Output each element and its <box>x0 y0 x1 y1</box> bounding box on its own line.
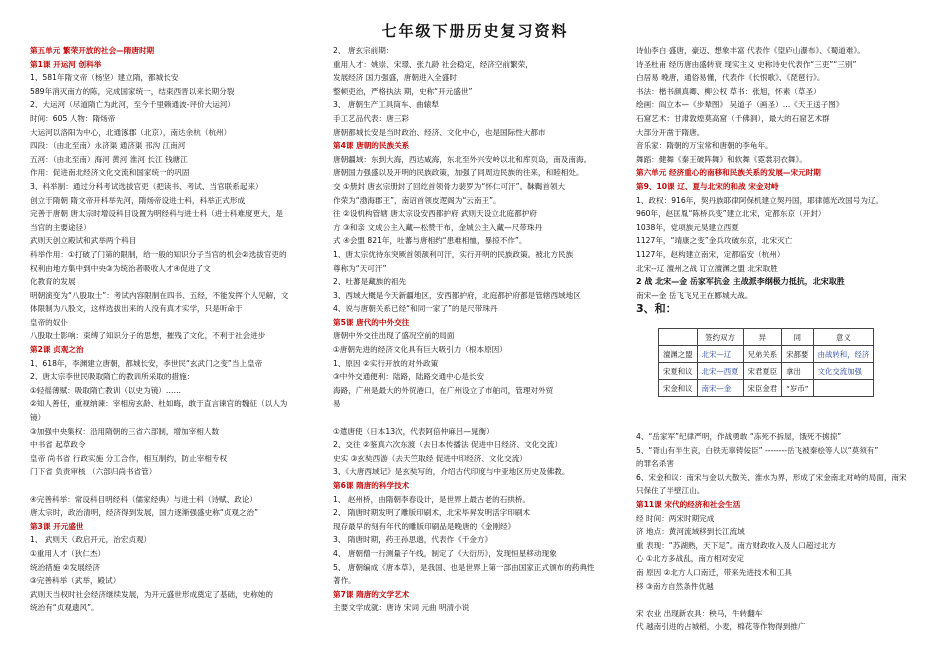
text-line: 白居易 晚唐，通俗易懂，代表作《长恨歌》、《琵琶行》。 <box>636 73 825 83</box>
text-line: 创立于隋朝 隋文帝开科举先河，隋炀帝设进士科，科举正式形成 <box>30 195 246 205</box>
text-line: 武则天当权时社会经济继续发展，为开元盛世形成奠定了基础，史称她的 <box>30 589 273 599</box>
text-line: 作用：促进南北经济文化交流和国家统一的巩固 <box>30 168 190 178</box>
text-line: 权利由地方集中到中央③为统治者吸收人才④促进了文 <box>30 263 211 273</box>
text-line: 唐朝中外交往出现了盛况空前的局面 <box>333 331 455 341</box>
text-line: 2、吐蕃是藏族的祖先 <box>333 277 407 287</box>
text-line: 3、 唐朝生产工具筒车、曲辕犁 <box>333 100 439 110</box>
table-cell <box>813 380 874 397</box>
text-line: ②知人善任，重视纳谏：宰相房玄龄、杜如晦，敢于直言谏官的魏征（以人为 <box>30 399 288 409</box>
text-line: 唐朝疆域：东到大海，西达咸海，东北至外兴安岭以北和库页岛，南及南海。 <box>333 154 592 164</box>
table-cell: 文化交流加强 <box>813 363 874 380</box>
text-line: 1、政权：916年，契丹族耶律阿保机建立契丹国，耶律德光改国号为辽。 <box>636 195 884 205</box>
text-line: 音乐家：隋朝的万宝常和唐朝的李龟年。 <box>636 141 773 151</box>
text-line: 2、大运河（尽道隋亡为此河，至今千里赖通波-评价大运河） <box>30 100 236 110</box>
text-line: 体限制为八股文，这样选拔出来的人没有真才实学，只是听命于 <box>30 304 243 314</box>
text-line: 唐朝国力强盛以及开明的民族政策，加强了同周边民族的往来，和睦相处。 <box>333 168 584 178</box>
text-line: 易 <box>333 399 341 409</box>
text-line: 重用人才：姚崇、宋璟、张九龄 社会稳定，经济空前繁荣， <box>333 59 533 69</box>
table-header: 签约双方 <box>697 329 743 346</box>
section-heading: 第1课 开运河 创科举 <box>30 59 102 69</box>
text-line: 统治有“贞观遗风”。 <box>30 603 99 613</box>
table-header: 同 <box>782 329 813 346</box>
text-line: 2 战 北宋—金 岳家军抗金 主战派李纲极力抵抗，北宋取胜 <box>636 277 845 287</box>
text-line: 心 ①北方多战乱，南方相对安定 <box>636 554 744 564</box>
table-row <box>659 363 874 380</box>
text-line: 宋 农业 出现新农具：秧马，牛转翻车 <box>636 608 763 618</box>
table-header <box>659 329 698 346</box>
text-line: 移 ③南方自然条件优越 <box>636 581 714 591</box>
text-line: 960年，赵匡胤“陈桥兵变”建立北宋，定都东京（开封） <box>636 209 826 219</box>
table-row <box>659 380 874 397</box>
text-line: 五河：（由北至南）海河 黄河 淮河 长江 钱塘江 <box>30 154 188 164</box>
text-line: 化教育的发展 <box>30 277 76 287</box>
text-line <box>636 593 936 607</box>
text-line: 手工艺品代表：唐三彩 <box>333 113 409 123</box>
section-heading: 第五单元 繁荣开放的社会—隋唐时期 <box>30 46 155 55</box>
text-line: 1、581年隋文帝（杨坚）建立隋，都城长安 <box>30 73 179 83</box>
text-line: 4、 唐朝僧一行测量子午线，制定了《大衍历》，发现恒星移动现象 <box>333 548 557 558</box>
text-line: 统治措施 ②发展经济 <box>30 562 100 572</box>
text-line: 经 时间：两宋时期完成 <box>636 513 715 523</box>
section-heading: 第9、10课 辽、夏与北宋的和战 宋金对峙 <box>636 181 779 191</box>
table-cell: 宋君夏臣 <box>743 363 782 380</box>
column-right <box>636 44 936 316</box>
table-cell: 北宋—辽 <box>697 346 743 363</box>
text-line: 四段：（由北至南）永济渠 通济渠 邗沟 江南河 <box>30 141 186 151</box>
table-cell: 北宋—西夏 <box>697 363 743 380</box>
text-line: ①唐朝先进的经济文化具有巨大吸引力（根本原因） <box>333 345 507 355</box>
text-line: 唐朝都城长安是当时政治、经济、文化中心，也是国际性大都市 <box>333 127 546 137</box>
table-cell: “岁币” <box>782 380 813 397</box>
text-line: 3、和： <box>636 302 677 316</box>
table-cell: 拿出 <box>782 363 813 380</box>
text-line: 式 ④会盟 821年，吐蕃与唐相约“患难相恤，暴掠不作”。 <box>333 236 527 246</box>
text-line: 门下省 负责审核 （六部归尚书省管） <box>30 467 157 477</box>
text-line: 4、说与唐朝关系已经“和同一家了”的是尺带珠丹 <box>333 304 498 314</box>
text-line: 史实 ③玄奘西游（去天竺取经 促进中印经济、文化交流） <box>333 453 527 463</box>
section-heading: 第六单元 经济重心的南移和民族关系的发展—宋元时期 <box>636 168 821 178</box>
text-line: 1127年，“靖康之变”金兵攻破东京，北宋灭亡 <box>636 236 793 246</box>
text-line: 著作。 <box>333 576 356 586</box>
text-line: 皇帝 尚书省 行政实施 分工合作，相互制约，防止宰相专权 <box>30 453 228 463</box>
text-line: ④完善科举：常设科目明经科（儒家经典）与进士科（诗赋、政论） <box>30 494 258 504</box>
text-line: 诗圣杜甫 经历唐由盛转衰 现实主义 史称诗史代表作“三吏”“三别” <box>636 59 857 69</box>
text-line: ③中外交通便利：陆路，陆路交通中心是长安 <box>333 372 485 382</box>
text-line: 6、宋金和议：南宋与金以大散关、淮水为界，形成了宋金南北对峙的局面，南宋 <box>636 472 907 482</box>
column-middle <box>333 44 629 615</box>
text-line: 时间：605 人物：隋炀帝 <box>30 113 116 123</box>
text-line: 的罪名杀害 <box>636 459 674 469</box>
text-line: 2、 唐玄宗前期： <box>333 46 394 55</box>
text-line: 皇帝的奴仆 <box>30 317 68 327</box>
text-line: 只保住了半壁江山。 <box>636 486 705 496</box>
text-line: 3、 隋唐时期，药王孙思邈，代表作《千金方》 <box>333 535 493 545</box>
text-line: 3、《大唐西域记》是玄奘写的，介绍古代印度与中亚地区历史及佛教。 <box>333 467 570 477</box>
section-heading: 第6课 隋唐的科学技术 <box>333 481 410 490</box>
text-line: ③完善科举（武举，殿试） <box>30 576 121 586</box>
text-line: 尊称为“天可汗” <box>333 263 387 273</box>
text-line: ①遣唐使（日本13次，代表阿倍仲麻吕—晁衡） <box>333 426 494 436</box>
text-line: 唐太宗时，政治清明，经济得到发展，国力逐渐强盛史称“贞观之治” <box>30 508 259 518</box>
text-line: 海路，广州是最大的外贸港口，在广州设立了市舶司，管理对外贸 <box>333 385 554 395</box>
text-line: 1、原因 ②实行开放的对外政策 <box>333 358 439 368</box>
text-line: 大部分开凿于隋唐。 <box>636 127 705 137</box>
text-line: 科举作用：①打破了门第的限制，给一般的知识分子当官的机会②选拔官吏的 <box>30 249 287 259</box>
section-heading: 第2课 贞观之治 <box>30 345 84 355</box>
text-line: 重 表现：“苏湖熟，天下足”。南方财政收入及人口超过北方 <box>636 540 837 550</box>
text-line: 济 地点：黄河流域移到长江流域 <box>636 527 745 537</box>
table-cell: 宋臣金君 <box>743 380 782 397</box>
column-right-lower <box>636 430 936 634</box>
table-cell: 宋金和议 <box>659 380 698 397</box>
text-line: 2、 隋唐时期发明了雕版印刷术，北宋毕昇发明活字印刷术 <box>333 508 531 518</box>
text-line: 中书省 起草政令 <box>30 440 86 450</box>
text-line: ①轻徭薄赋：吸取隋亡教训（以史为镜）…… <box>30 385 182 395</box>
text-line: 5、 唐朝编成《唐本草》，是我国、也是世界上第一部由国家正式颁布的药典性 <box>333 562 595 572</box>
text-line: 5、“胥山有半生哀，白铁无辜铸佞臣” --------岳飞被秦桧等人以“莫须有” <box>636 445 879 455</box>
text-line: 1、618年，李渊建立唐朝，都城长安，李世民“玄武门之变”当上皇帝 <box>30 358 263 368</box>
text-line: 1127年，赵构建立南宋，定都临安（杭州） <box>636 249 785 259</box>
table-cell: 宋都要 <box>782 346 813 363</box>
text-line: ③加强中央集权：沿用隋朝的三省六部制，增加宰相人数 <box>30 426 220 436</box>
page-title: 七年级下册历史复习资料 <box>381 22 569 40</box>
text-line: 方 ③和亲 文成公主入藏—松赞干布，金城公主入藏—尺带珠丹 <box>333 222 543 232</box>
table-header: 意义 <box>813 329 874 346</box>
table-cell: 南宋—金 <box>697 380 743 397</box>
text-line <box>30 479 322 493</box>
text-line: 南宋—金 岳飞飞兄王在郾城大战。 <box>636 290 753 300</box>
text-line: 完善于唐朝 唐太宗时增设科目设置为明经科与进士科（进士科难度更大，是 <box>30 209 284 219</box>
text-line: 武则天创立殿试和武举两个科目 <box>30 236 137 246</box>
text-line: 绘画：阎立本—《步辇图》 吴道子（画圣）…《天王送子图》 <box>636 100 844 110</box>
text-line: 大运河以洛阳为中心，北通涿郡（北京），南达余杭（杭州） <box>30 127 232 137</box>
text-line: 往 ②设机构管辖 唐太宗设安西都护府 武则天设立北庭都护府 <box>333 209 537 219</box>
table-row <box>659 346 874 363</box>
text-line: 1、 赵州桥，由隋朝李春设计，是世界上最古老的石拱桥。 <box>333 494 531 504</box>
text-line: 诗仙李白 盛唐，豪迈、想象丰富 代表作《望庐山瀑布》、《蜀道难》。 <box>636 46 865 55</box>
text-line: 1、 武则天（政启开元，治宏贞观） <box>30 535 152 545</box>
text-line: 现存最早的刻有年代的雕版印刷品是晚唐的《金刚经》 <box>333 521 516 531</box>
text-line: 石窟艺术：甘肃敦煌莫高窟（千佛洞），最大的石窟艺术群 <box>636 113 830 123</box>
table-cell: 由战转和，经济 <box>813 346 874 363</box>
text-line: 3、科举制：通过分科考试选拔官吏（把读书、考试、当官联系起来） <box>30 181 263 191</box>
text-line: 作荣为“渤海郡王”，南诏首领皮逻阁为“云南王”。 <box>333 195 501 205</box>
text-line: ①重用人才（狄仁杰） <box>30 548 106 558</box>
text-line: 1、唐太宗优待东突厥首领颉利可汗，实行开明的民族政策。被北方民族 <box>333 249 574 259</box>
text-line: 589年消灭南方的陈，完成国家统一，结束西晋以来长期分裂 <box>30 86 235 96</box>
text-line: 北宋--辽 澶州之战 订立澶渊之盟 北宋取胜 <box>636 263 778 273</box>
text-line: 整顿吏治，严格执法 期，史称“开元盛世” <box>333 86 473 96</box>
text-line: 明朝演变为“八股取士”：考试内容限制在四书、五经，不能发挥个人见解，文 <box>30 290 289 300</box>
section-heading: 第4课 唐朝的民族关系 <box>333 141 410 151</box>
section-heading: 第7课 隋唐的文学艺术 <box>333 589 410 599</box>
text-line: 镜） <box>30 413 46 423</box>
table-cell: 澶渊之盟 <box>659 346 698 363</box>
text-line: 4、“岳家军”纪律严明，作战勇敢 “冻死不拆屋，饿死不掳掠” <box>636 432 842 441</box>
text-line: 南 原因 ②北方人口南迁，带来先进技术和工具 <box>636 567 792 577</box>
text-line: 发展经济 国力强盛，唐朝进入全盛时 <box>333 73 457 83</box>
table-header: 异 <box>743 329 782 346</box>
text-line: 当官的主要途径） <box>30 222 91 232</box>
table-cell: 宋夏和议 <box>659 363 698 380</box>
section-heading: 第5课 唐代的中外交往 <box>333 317 410 327</box>
text-line: 八股取士影响：束缚了知识分子的思想，摧残了文化，不利于社会进步 <box>30 331 266 341</box>
peace-treaty-table <box>658 328 874 397</box>
section-heading: 第3课 开元盛世 <box>30 521 84 531</box>
text-line: 3、西域大概是今天新疆地区，安西都护府，北庭都护府都是管辖西域地区 <box>333 290 581 300</box>
text-line: 主要文学成就：唐诗 宋词 元曲 明清小说 <box>333 603 470 613</box>
column-left <box>30 44 322 615</box>
text-line: 书法：楷书颜真卿、柳公权 草书：张旭，怀素（草圣） <box>636 86 821 96</box>
table-cell: 兄弟关系 <box>743 346 782 363</box>
text-line: 代 越南引进的占城稻，小麦，棉花等作物得到推广 <box>636 622 806 632</box>
text-line: 2、交往 ②鉴真六次东渡（去日本传播法 促进中日经济、文化交流） <box>333 440 563 450</box>
text-line: 舞蹈：健舞《秦王破阵舞》和软舞《霓裳羽衣舞》。 <box>636 154 807 164</box>
text-line: 交 ①册封 唐玄宗册封了回纥首领骨力裴罗为“怀仁可汗”。靺鞨首领大 <box>333 181 566 191</box>
section-heading: 第11课 宋代的经济和社会生活 <box>636 499 741 509</box>
text-line: 1038年，党项族元昊建立西夏 <box>636 222 739 232</box>
text-line: 2、唐太宗李世民吸取隋亡的教训所采取的措施： <box>30 372 195 382</box>
text-line <box>333 411 629 425</box>
